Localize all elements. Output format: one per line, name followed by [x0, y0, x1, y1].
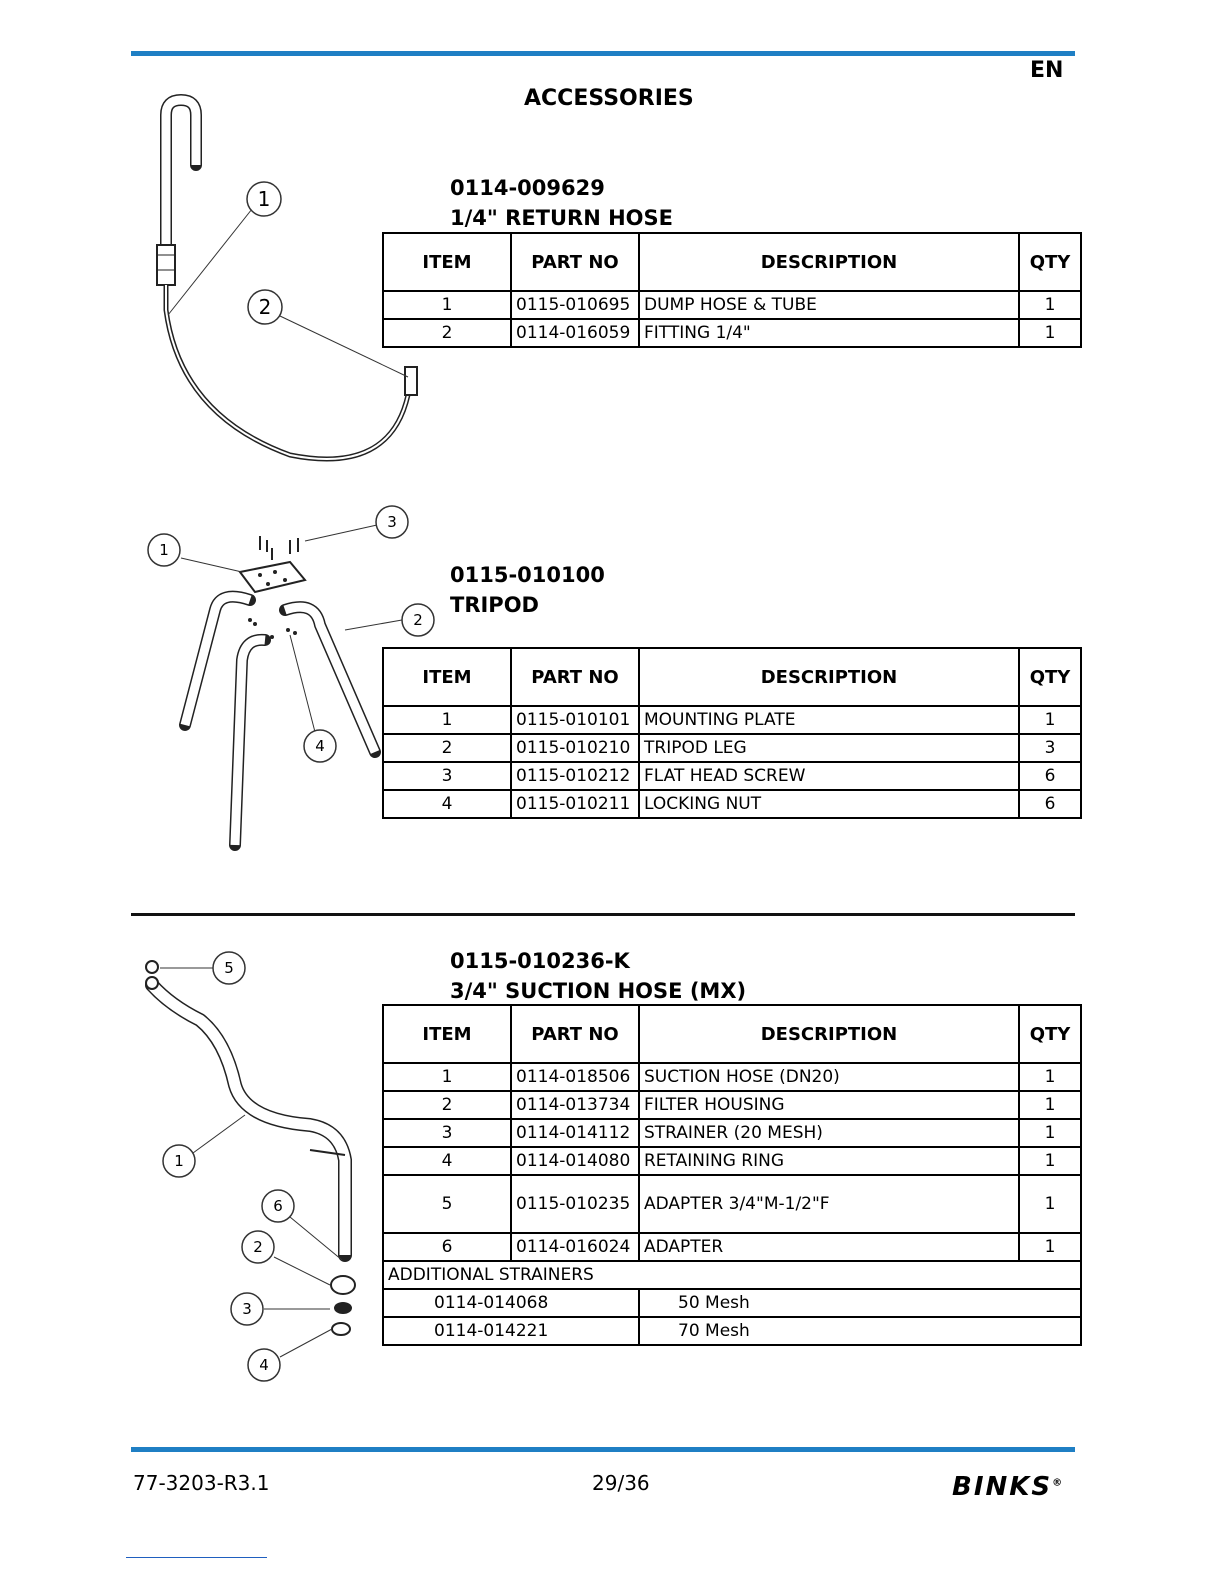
header-rule: [131, 51, 1075, 56]
cell-part: 0114-018506: [511, 1063, 639, 1091]
section-title: TRIPOD: [450, 593, 539, 617]
table-row: [383, 1289, 1081, 1317]
table-row: [383, 734, 1081, 762]
brand-name: BINKS: [952, 1472, 1053, 1502]
col-qty: QTY: [1019, 233, 1081, 291]
cell-desc: FILTER HOUSING: [639, 1091, 1019, 1119]
cell-qty: 1: [1019, 319, 1081, 347]
callout-1: [148, 534, 180, 566]
section-part-number: 0115-010100: [450, 563, 605, 587]
cell-desc: ADAPTER: [639, 1233, 1019, 1261]
col-part-no: PART NO: [511, 233, 639, 291]
cell-part: 0115-010235: [511, 1175, 639, 1233]
cell-part: 0114-013734: [511, 1091, 639, 1119]
cell-item: 2: [383, 1091, 511, 1119]
cell-desc: TRIPOD LEG: [639, 734, 1019, 762]
cell-part: 0115-010695: [511, 291, 639, 319]
col-description: DESCRIPTION: [639, 648, 1019, 706]
cell-item: 1: [383, 1063, 511, 1091]
cell-item: 6: [383, 1233, 511, 1261]
col-part-no: PART NO: [511, 1005, 639, 1063]
callout-5: [213, 952, 245, 984]
table-row: [383, 762, 1081, 790]
svg-text:6: 6: [273, 1197, 283, 1215]
callout-2: [248, 290, 282, 324]
cell-item: 1: [383, 291, 511, 319]
section-part-number: 0114-009629: [450, 176, 605, 200]
tripod-drawing: [140, 500, 423, 860]
cell-qty: 1: [1019, 1233, 1081, 1261]
cell-desc: ADAPTER 3/4"M-1/2"F: [639, 1175, 1019, 1233]
cell-item: 3: [383, 762, 511, 790]
callout-2: [402, 604, 434, 636]
cell-qty: 1: [1019, 291, 1081, 319]
col-qty: QTY: [1019, 648, 1081, 706]
cell-item: 4: [383, 790, 511, 818]
svg-text:2: 2: [253, 1238, 263, 1256]
table-row: [383, 1063, 1081, 1091]
callout-1: [163, 1145, 195, 1177]
cell-part: 0114-016024: [511, 1233, 639, 1261]
callout-6: [262, 1190, 294, 1222]
page-number: 29/36: [592, 1471, 650, 1495]
cell-desc: MOUNTING PLATE: [639, 706, 1019, 734]
cell-part: 0114-016059: [511, 319, 639, 347]
callout-3: [231, 1293, 263, 1325]
svg-text:4: 4: [315, 737, 325, 755]
cell-qty: 6: [1019, 762, 1081, 790]
section-part-number: 0115-010236-K: [450, 949, 630, 973]
cell-part: 0114-014112: [511, 1119, 639, 1147]
footer-link-underline: [126, 1557, 267, 1558]
trademark-mark: ®: [1052, 1477, 1065, 1489]
cell-qty: 1: [1019, 706, 1081, 734]
svg-text:1: 1: [257, 187, 271, 211]
language-code: EN: [1030, 58, 1064, 83]
col-qty: QTY: [1019, 1005, 1081, 1063]
cell-qty: 1: [1019, 1091, 1081, 1119]
cell-desc: FLAT HEAD SCREW: [639, 762, 1019, 790]
svg-text:3: 3: [242, 1300, 252, 1318]
cell-part: 0115-010211: [511, 790, 639, 818]
additional-strainers-header: [383, 1261, 1081, 1289]
callout-4: [248, 1349, 280, 1381]
svg-text:1: 1: [159, 541, 169, 559]
table-row: [383, 790, 1081, 818]
cell-item: 1: [383, 706, 511, 734]
col-item: ITEM: [383, 648, 511, 706]
col-description: DESCRIPTION: [639, 1005, 1019, 1063]
cell-qty: 6: [1019, 790, 1081, 818]
table-row: [383, 1119, 1081, 1147]
cell-qty: 1: [1019, 1175, 1081, 1233]
col-description: DESCRIPTION: [639, 233, 1019, 291]
section-title: 1/4" RETURN HOSE: [450, 206, 673, 230]
svg-text:4: 4: [259, 1356, 269, 1374]
callout-1: [247, 182, 281, 216]
cell-desc: SUCTION HOSE (DN20): [639, 1063, 1019, 1091]
page-title: ACCESSORIES: [524, 86, 694, 111]
cell-part: 0114-014080: [511, 1147, 639, 1175]
cell-qty: 3: [1019, 734, 1081, 762]
cell-part: 0115-010210: [511, 734, 639, 762]
cell-part: 0114-014068: [383, 1289, 639, 1317]
table-row: [383, 1233, 1081, 1261]
callout-2: [242, 1231, 274, 1263]
callout-3: [376, 506, 408, 538]
cell-item: 3: [383, 1119, 511, 1147]
cell-qty: 1: [1019, 1119, 1081, 1147]
cell-part: 0115-010101: [511, 706, 639, 734]
cell-desc: LOCKING NUT: [639, 790, 1019, 818]
cell-qty: 1: [1019, 1147, 1081, 1175]
cell-desc: DUMP HOSE & TUBE: [639, 291, 1019, 319]
cell-item: 2: [383, 734, 511, 762]
brand-logo: [952, 1472, 1064, 1502]
col-item: ITEM: [383, 233, 511, 291]
svg-text:5: 5: [224, 959, 234, 977]
cell-desc: 50 Mesh: [639, 1289, 1081, 1317]
table-row: [383, 1091, 1081, 1119]
cell-item: 4: [383, 1147, 511, 1175]
cell-desc: STRAINER (20 MESH): [639, 1119, 1019, 1147]
cell-desc: 70 Mesh: [639, 1317, 1081, 1345]
cell-part: 0114-014221: [383, 1317, 639, 1345]
additional-strainers-label: ADDITIONAL STRAINERS: [383, 1261, 1081, 1289]
svg-text:1: 1: [174, 1152, 184, 1170]
parts-table-suction-hose: [382, 1004, 1082, 1346]
section-title: 3/4" SUCTION HOSE (MX): [450, 979, 747, 1003]
callout-4: [304, 730, 336, 762]
parts-table-return-hose: [382, 232, 1082, 348]
col-item: ITEM: [383, 1005, 511, 1063]
suction-hose-drawing: [130, 945, 390, 1395]
svg-text:2: 2: [258, 295, 272, 319]
table-row: [383, 291, 1081, 319]
table-row: [383, 1147, 1081, 1175]
table-row: [383, 1175, 1081, 1233]
cell-qty: 1: [1019, 1063, 1081, 1091]
parts-table-tripod: [382, 647, 1082, 819]
cell-item: 2: [383, 319, 511, 347]
cell-desc: RETAINING RING: [639, 1147, 1019, 1175]
cell-part: 0115-010212: [511, 762, 639, 790]
cell-desc: FITTING 1/4": [639, 319, 1019, 347]
svg-text:3: 3: [387, 513, 397, 531]
table-row: [383, 1317, 1081, 1345]
footer-rule: [131, 1447, 1075, 1452]
table-row: [383, 706, 1081, 734]
col-part-no: PART NO: [511, 648, 639, 706]
section-divider: [131, 913, 1075, 916]
table-row: [383, 319, 1081, 347]
svg-text:2: 2: [413, 611, 423, 629]
cell-item: 5: [383, 1175, 511, 1233]
doc-number: 77-3203-R3.1: [133, 1471, 270, 1495]
